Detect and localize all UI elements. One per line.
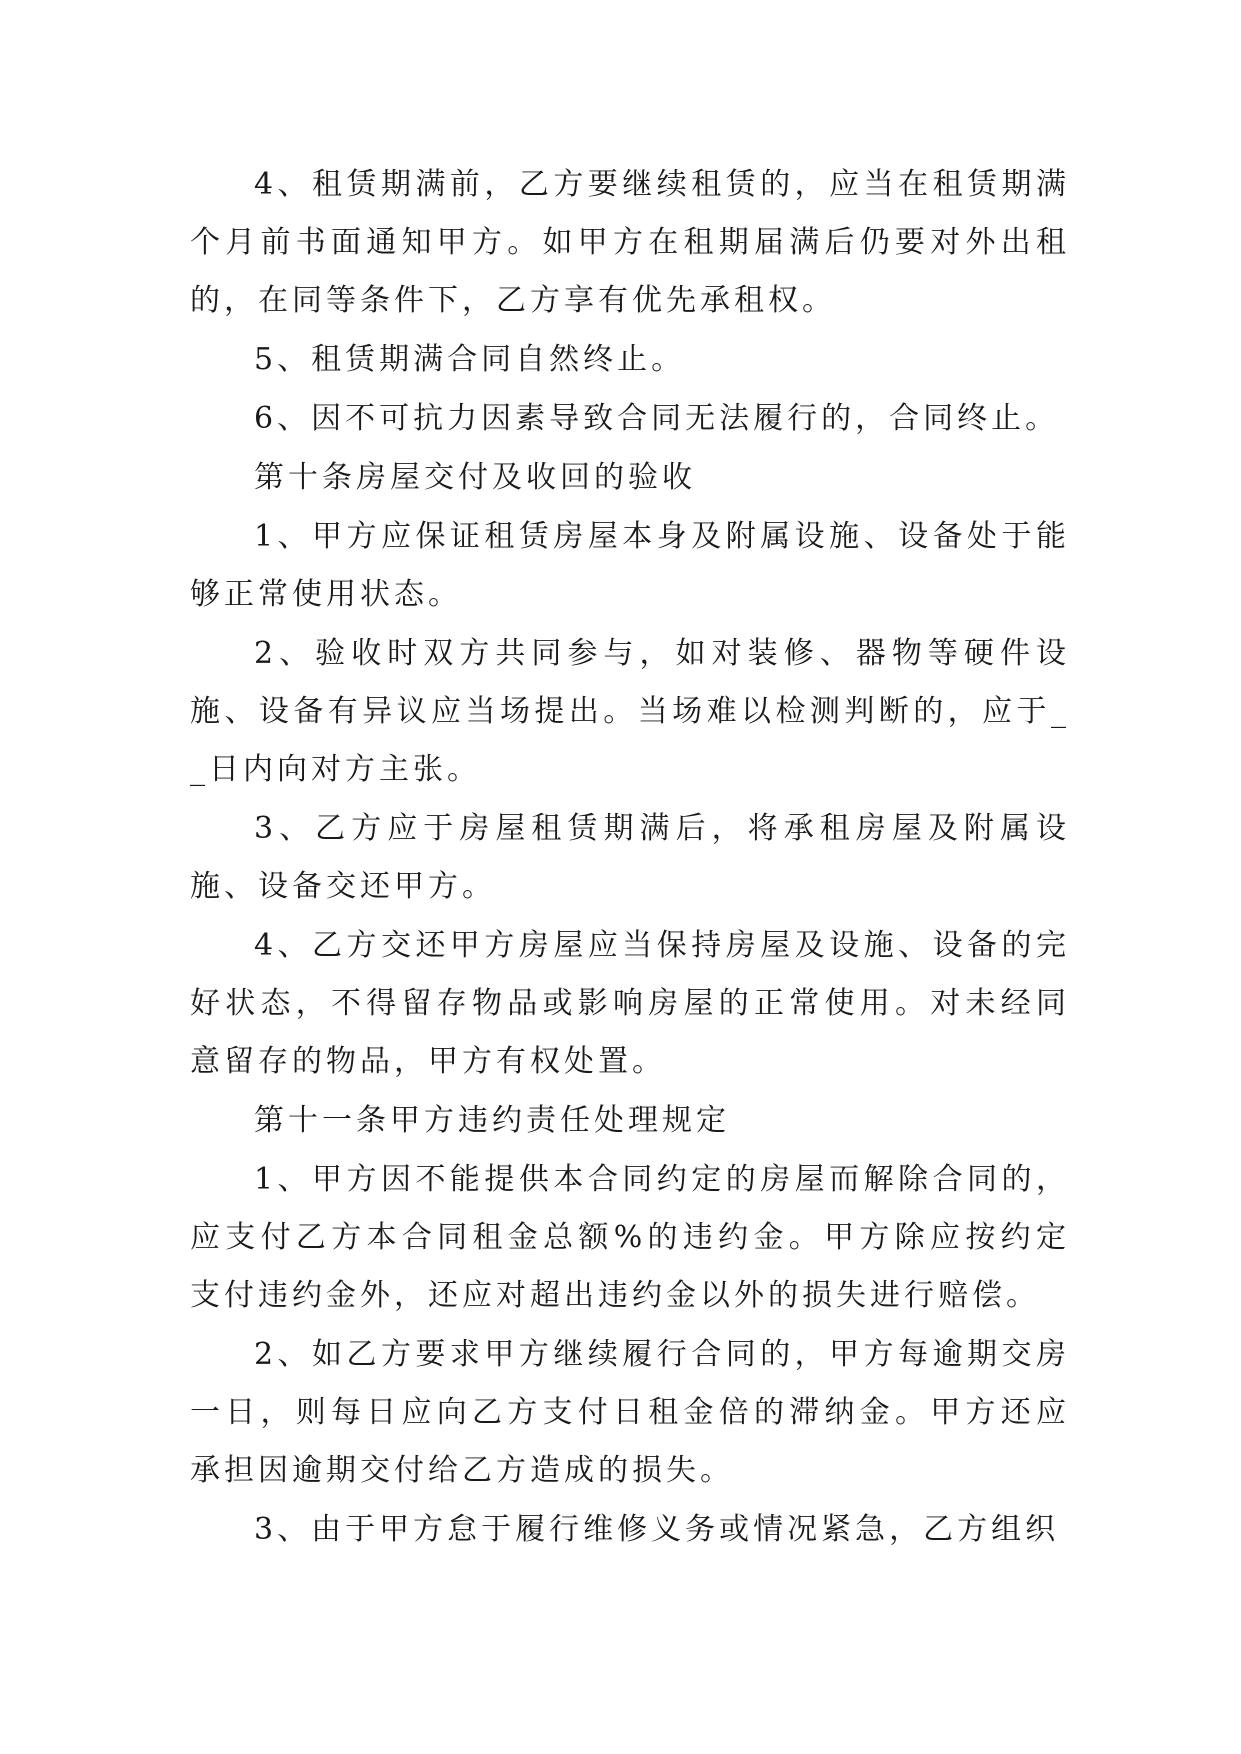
paragraph-article-11-item-3: 3、由于甲方怠于履行维修义务或情况紧急，乙方组织 — [254, 1512, 1060, 1547]
paragraph-article-10-item-4: 4、乙方交还甲方房屋应当保持房屋及设施、设备的完好状态，不得留存物品或影响房屋的正常使用。对未经同意留存的物品，甲方有权处置。 — [190, 928, 1070, 1079]
paragraph-clause-5-expiry: 5、租赁期满合同自然终止。 — [254, 342, 686, 377]
paragraph-clause-4-renewal: 4、租赁期满前，乙方要继续租赁的，应当在租赁期满个月前书面通知甲方。如甲方在租期届满后仍要对外出租的，在同等条件下，乙方享有优先承租权。 — [190, 167, 1070, 318]
paragraph-clause-6-force-majeure: 6、因不可抗力因素导致合同无法履行的，合同终止。 — [254, 401, 1060, 436]
paragraph-article-11-item-1: 1、甲方因不能提供本合同约定的房屋而解除合同的，应支付乙方本合同租金总额%的违约金。甲方除应按约定支付违约金外，还应对超出违约金以外的损失进行赔偿。 — [190, 1162, 1070, 1313]
document-body — [190, 156, 1070, 1560]
paragraph-article-10-item-2: 2、验收时双方共同参与，如对装修、器物等硬件设施、设备有异议应当场提出。当场难以检测判断的，应于__日内向对方主张。 — [190, 636, 1070, 787]
section-heading-article-10: 第十条房屋交付及收回的验收 — [254, 460, 696, 495]
paragraph-article-10-item-1: 1、甲方应保证租赁房屋本身及附属设施、设备处于能够正常使用状态。 — [190, 519, 1070, 612]
paragraph-article-10-item-3: 3、乙方应于房屋租赁期满后，将承租房屋及附属设施、设备交还甲方。 — [190, 811, 1070, 904]
section-heading-article-11: 第十一条甲方违约责任处理规定 — [254, 1103, 730, 1138]
paragraph-article-11-item-2: 2、如乙方要求甲方继续履行合同的，甲方每逾期交房一日，则每日应向乙方支付日租金倍的滞纳金。甲方还应承担因逾期交付给乙方造成的损失。 — [190, 1337, 1070, 1488]
